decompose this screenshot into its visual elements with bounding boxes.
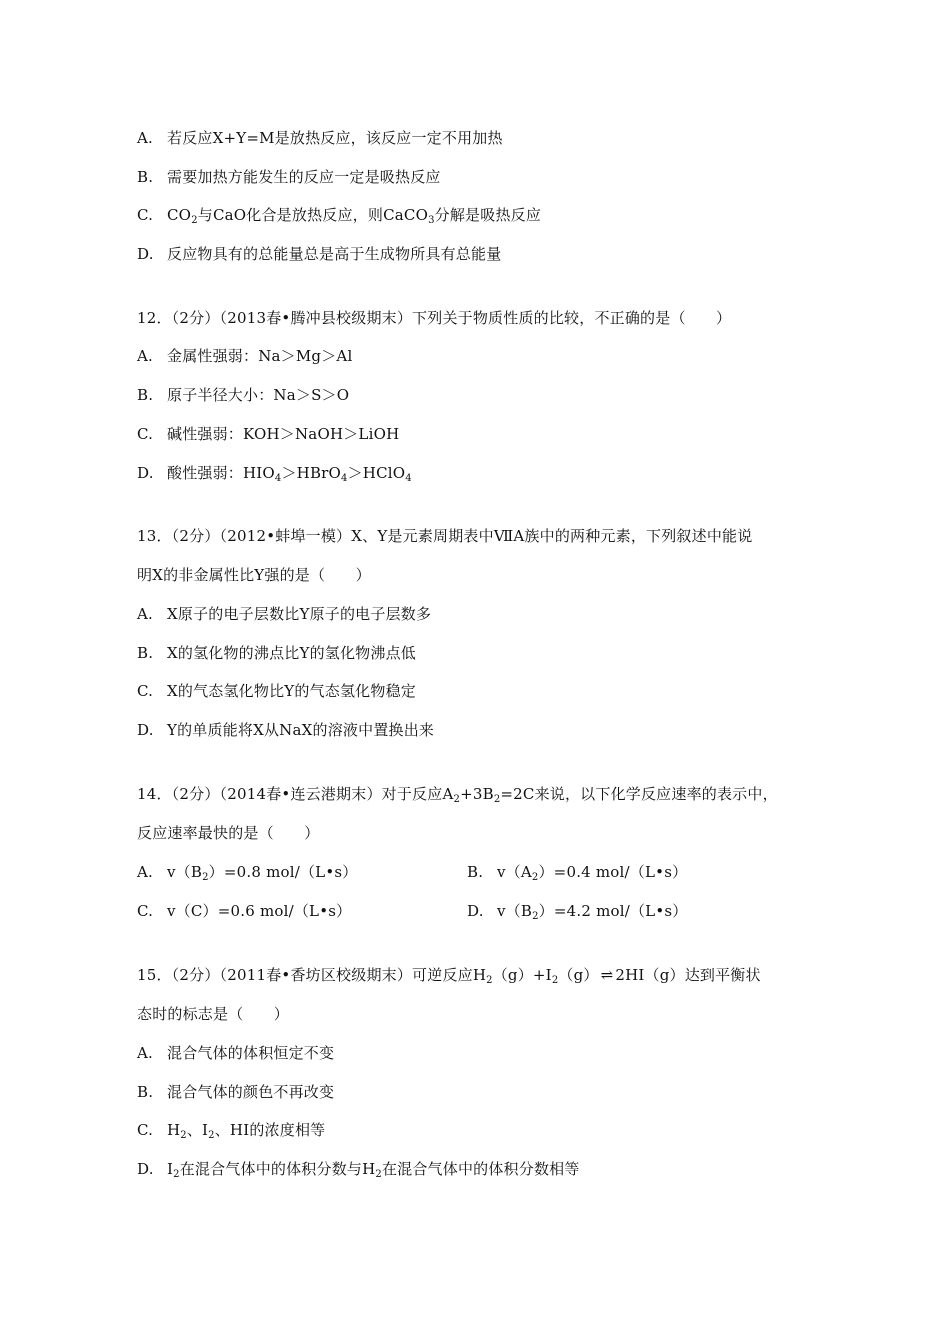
- q12-option-d: [137, 463, 412, 483]
- subscript: 2: [191, 215, 198, 226]
- option-label: A.: [137, 863, 154, 881]
- option-text: X的氢化物的沸点比Y的氢化物沸点低: [167, 644, 416, 662]
- q11-option-b: [137, 167, 441, 187]
- option-text: 与CaO化合是放热反应，则CaCO: [197, 206, 429, 224]
- option-label: B.: [467, 863, 484, 881]
- q14-option-b: [467, 862, 687, 882]
- subscript: 2: [208, 1130, 215, 1141]
- q15-option-c: [137, 1120, 325, 1140]
- stem-text: +3B: [460, 785, 494, 803]
- q12-stem: 12．（2分）（2013春•腾冲县校级期末）下列关于物质性质的比较，不正确的是（ ）: [137, 309, 732, 327]
- option-label: D.: [137, 464, 154, 482]
- q15-stem-line-2: 态时的标志是（ ）: [137, 1005, 290, 1023]
- option-text: ＞HClO: [347, 464, 406, 482]
- q15-option-d: [137, 1159, 580, 1179]
- option-label: A.: [137, 1044, 154, 1062]
- option-text: 酸性强弱：HIO: [167, 464, 275, 482]
- option-label: B.: [137, 1083, 154, 1101]
- option-label: A.: [137, 347, 154, 365]
- q15-option-a: [137, 1043, 334, 1063]
- equilibrium-arrow-icon: ⇌: [600, 966, 614, 984]
- option-text: 、I: [186, 1121, 209, 1139]
- option-text: 若反应X+Y=M是放热反应，该反应一定不用加热: [167, 129, 503, 147]
- q14-stem-line-2: 反应速率最快的是（ ）: [137, 824, 320, 842]
- q13-option-b: [137, 643, 416, 663]
- option-label: C.: [137, 206, 154, 224]
- option-text: 、HI的浓度相等: [214, 1121, 326, 1139]
- q11-option-d: [137, 244, 501, 264]
- q13-option-d: [137, 720, 434, 740]
- option-label: B.: [137, 644, 154, 662]
- subscript: 4: [341, 473, 348, 484]
- option-label: D.: [137, 1160, 154, 1178]
- option-text: ）=0.8 mol/（L•s）: [208, 863, 358, 881]
- subscript: 2: [551, 975, 559, 986]
- option-text: CO: [167, 206, 192, 224]
- subscript: 2: [180, 1130, 187, 1141]
- option-label: C.: [137, 425, 154, 443]
- option-text: H: [167, 1121, 181, 1139]
- option-text: 碱性强弱：KOH＞NaOH＞LiOH: [167, 425, 400, 443]
- option-text: v（C）=0.6 mol/（L•s）: [167, 902, 352, 920]
- q13-option-c: [137, 681, 416, 701]
- option-text: 在混合气体中的体积分数相等: [381, 1160, 580, 1178]
- option-text: I: [167, 1160, 174, 1178]
- option-label: B.: [137, 168, 154, 186]
- q13-stem-line-1: 13．（2分）（2012•蚌埠一模）X、Y是元素周期表中ⅦA族中的两种元素，下列叙述中能说: [137, 527, 753, 545]
- stem-text: （g）+I: [492, 966, 552, 984]
- option-label: B.: [137, 386, 154, 404]
- subscript: 2: [532, 911, 539, 922]
- subscript: 2: [173, 1169, 180, 1180]
- q14-option-c: [137, 901, 351, 921]
- q13-option-a: [137, 604, 431, 624]
- option-text: 金属性强弱：Na＞Mg＞Al: [167, 347, 353, 365]
- option-label: D.: [467, 902, 484, 920]
- subscript: 2: [375, 1169, 382, 1180]
- option-text: 反应物具有的总能量总是高于生成物所具有总能量: [167, 245, 502, 263]
- option-text: v（B: [167, 863, 203, 881]
- option-text: X的气态氢化物比Y的气态氢化物稳定: [167, 682, 416, 700]
- subscript: 2: [493, 794, 501, 805]
- stem-text: 15．（2分）（2011春•香坊区校级期末）可逆反应H: [137, 966, 487, 984]
- subscript: 2: [531, 872, 539, 883]
- option-text: ）=0.4 mol/（L•s）: [538, 863, 688, 881]
- q11-option-c: [137, 205, 541, 225]
- q13-stem-line-2: 明X的非金属性比Y强的是（ ）: [137, 566, 371, 584]
- subscript: 4: [405, 473, 412, 484]
- q15-stem-line-1: [137, 965, 761, 985]
- q14-option-d: [467, 901, 687, 921]
- stem-text: 2HI（g）达到平衡状: [615, 966, 761, 984]
- subscript: 4: [274, 473, 282, 484]
- option-text: 分解是吸热反应: [434, 206, 542, 224]
- subscript: 2: [453, 794, 461, 805]
- q12-option-a: [137, 346, 352, 366]
- option-text: v（A: [497, 863, 532, 881]
- subscript: 3: [428, 215, 435, 226]
- q15-option-b: [137, 1082, 334, 1102]
- q11-option-a: [137, 128, 503, 148]
- stem-text: （g）: [558, 966, 599, 984]
- option-label: D.: [137, 721, 154, 739]
- option-label: C.: [137, 1121, 154, 1139]
- q14-stem-line-1: [137, 784, 778, 804]
- option-text: 原子半径大小：Na＞S＞O: [167, 386, 350, 404]
- option-text: ）=4.2 mol/（L•s）: [538, 902, 688, 920]
- option-text: X原子的电子层数比Y原子的电子层数多: [167, 605, 432, 623]
- option-label: A.: [137, 605, 154, 623]
- option-label: D.: [137, 245, 154, 263]
- subscript: 2: [486, 975, 493, 986]
- option-label: A.: [137, 129, 154, 147]
- option-text: 混合气体的体积恒定不变: [167, 1044, 335, 1062]
- option-text: 在混合气体中的体积分数与H: [179, 1160, 376, 1178]
- stem-text: 14．（2分）（2014春•连云港期末）对于反应A: [137, 785, 454, 803]
- stem-text: =2C来说，以下化学反应速率的表示中，: [500, 785, 778, 803]
- option-text: v（B: [497, 902, 533, 920]
- option-text: 混合气体的颜色不再改变: [167, 1083, 335, 1101]
- q12-option-b: [137, 385, 349, 405]
- option-label: C.: [137, 902, 154, 920]
- option-label: C.: [137, 682, 154, 700]
- option-text: Y的单质能将X从NaX的溶液中置换出来: [167, 721, 435, 739]
- option-text: ＞HBrO: [281, 464, 342, 482]
- q12-option-c: [137, 424, 399, 444]
- q14-option-a: [137, 862, 357, 882]
- subscript: 2: [202, 872, 209, 883]
- option-text: 需要加热方能发生的反应一定是吸热反应: [167, 168, 441, 186]
